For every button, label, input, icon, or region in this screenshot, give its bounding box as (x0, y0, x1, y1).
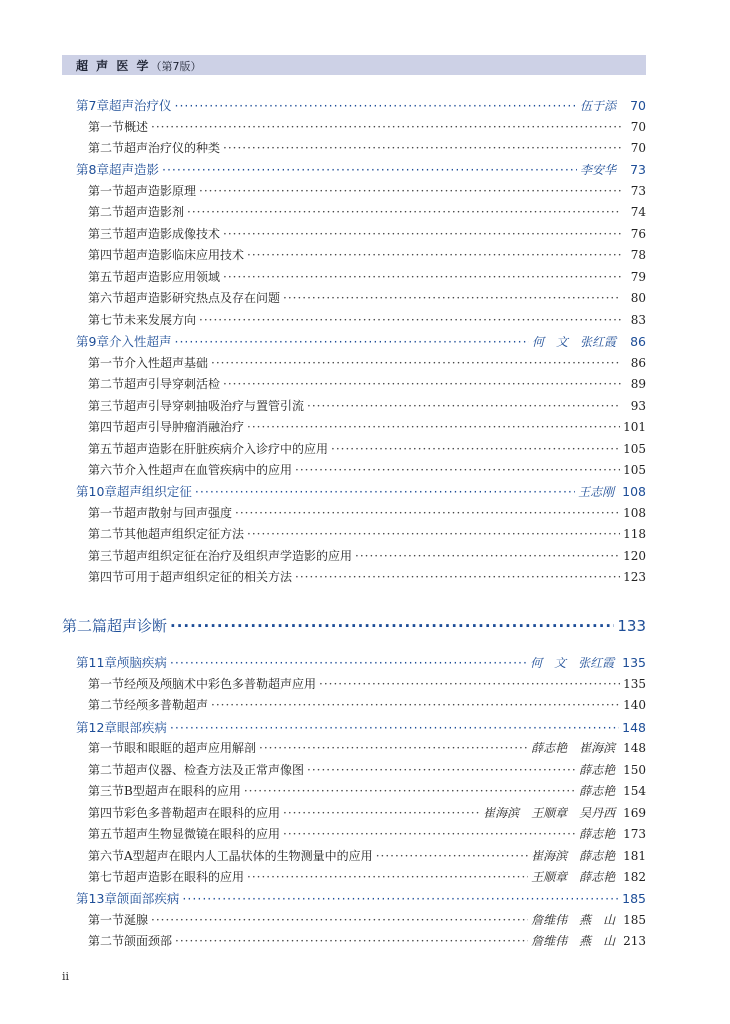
entry-page-number: 169 (623, 806, 646, 820)
dot-leader (187, 205, 621, 219)
entry-author: 薛志艳 (579, 827, 616, 841)
entry-author: 何 文 张红霞 (531, 335, 616, 349)
entry-number: 第七节 (88, 870, 125, 884)
entry-author: 薛志艳 (579, 784, 616, 798)
dot-leader (307, 763, 576, 777)
book-title: 超 声 医 学 (76, 59, 151, 73)
entry-number: 第四节 (88, 420, 125, 434)
book-edition: （第7版） (150, 60, 202, 73)
entry-page-number: 101 (623, 420, 646, 434)
entry-number: 第二篇 (62, 617, 108, 635)
entry-title: 超声引导肿瘤消融治疗 (124, 420, 245, 434)
entry-title: 介入性超声 (108, 334, 172, 349)
entry-number: 第四节 (88, 806, 125, 820)
chapter-entry[interactable] (76, 482, 646, 500)
page-number: ii (62, 970, 70, 983)
dot-leader (199, 313, 621, 327)
dot-leader (162, 162, 577, 177)
entry-page-number: 182 (623, 870, 646, 884)
entry-number: 第六节 (88, 849, 125, 863)
entry-page-number: 148 (622, 720, 646, 735)
entry-title: 超声造影应用领域 (124, 270, 221, 284)
entry-page-number: 118 (623, 527, 646, 541)
dot-leader (182, 891, 619, 906)
section-entry[interactable] (88, 825, 646, 842)
part-entry[interactable] (62, 615, 646, 636)
entry-page-number: 74 (630, 205, 646, 219)
section-entry[interactable] (88, 246, 646, 263)
entry-number: 第二节 (88, 763, 125, 777)
entry-page-number: 70 (630, 141, 646, 155)
entry-number: 第二节 (88, 527, 125, 541)
entry-page-number: 80 (630, 291, 646, 305)
entry-page-number: 86 (630, 334, 646, 349)
entry-title: 颌面颈部 (124, 934, 173, 948)
entry-title: 超声散射与回声强度 (124, 506, 233, 520)
section-entry[interactable] (88, 118, 646, 135)
entry-title: 眼部疾病 (116, 720, 167, 735)
section-entry[interactable] (88, 675, 646, 692)
section-entry[interactable] (88, 932, 646, 949)
section-entry[interactable] (88, 911, 646, 928)
dot-leader (199, 184, 621, 198)
entry-author: 王志刚 (578, 485, 615, 499)
entry-author: 詹维伟 燕 山 (531, 934, 616, 948)
section-entry[interactable] (88, 225, 646, 242)
dot-leader (175, 934, 528, 948)
entry-title: 颌面部疾病 (116, 891, 180, 906)
entry-title: 经颅及颅脑术中彩色多普勒超声应用 (124, 677, 317, 691)
section-entry[interactable] (88, 696, 646, 713)
dot-leader (151, 120, 621, 134)
section-entry[interactable] (88, 182, 646, 199)
entry-number: 第11章 (76, 655, 117, 670)
entry-number: 第三节 (88, 227, 125, 241)
dot-leader (244, 784, 576, 798)
entry-title: 超声造影研究热点及存在问题 (124, 291, 281, 305)
entry-number: 第三节 (88, 549, 125, 563)
entry-number: 第8章 (76, 162, 109, 177)
section-entry[interactable] (88, 525, 646, 542)
entry-title: 超声治疗仪的种类 (124, 141, 221, 155)
entry-page-number: 70 (630, 98, 646, 113)
entry-number: 第二节 (88, 698, 125, 712)
entry-number: 第二节 (88, 141, 125, 155)
section-entry[interactable] (88, 739, 646, 756)
chapter-entry[interactable] (76, 96, 646, 114)
entry-number: 第一节 (88, 741, 125, 755)
running-header (76, 57, 202, 74)
entry-number: 第六节 (88, 291, 125, 305)
entry-title: 超声造影成像技术 (124, 227, 221, 241)
section-entry[interactable] (88, 375, 646, 392)
entry-number: 第五节 (88, 442, 125, 456)
entry-number: 第四节 (88, 248, 125, 262)
section-entry[interactable] (88, 289, 646, 306)
dot-leader (247, 527, 620, 541)
section-entry[interactable] (88, 440, 646, 457)
dot-leader (223, 377, 621, 391)
dot-leader (355, 549, 620, 563)
section-entry[interactable] (88, 268, 646, 285)
entry-title: 超声诊断 (107, 617, 168, 635)
entry-author: 詹维伟 燕 山 (531, 913, 616, 927)
dot-leader (247, 248, 621, 262)
section-entry[interactable] (88, 847, 646, 864)
dot-leader (283, 806, 480, 820)
entry-page-number: 150 (623, 763, 646, 777)
entry-title: A型超声在眼内人工晶状体的生物测量中的应用 (124, 849, 373, 863)
entry-title: 可用于超声组织定征的相关方法 (124, 570, 293, 584)
section-entry[interactable] (88, 868, 646, 885)
section-entry[interactable] (88, 804, 646, 821)
entry-title: 概述 (124, 120, 149, 134)
entry-title: 超声造影剂 (124, 205, 185, 219)
entry-title: 其他超声组织定征方法 (124, 527, 245, 541)
entry-page-number: 78 (630, 248, 646, 262)
entry-title: 颅脑疾病 (116, 655, 167, 670)
entry-title: 超声引导穿刺活检 (124, 377, 221, 391)
entry-author: 崔海滨 王顺章 吴丹西 (483, 806, 616, 820)
dot-leader (307, 399, 621, 413)
entry-number: 第六节 (88, 463, 125, 477)
chapter-entry[interactable] (76, 889, 646, 907)
dot-leader (283, 291, 621, 305)
dot-leader (195, 484, 575, 499)
entry-number: 第10章 (76, 484, 117, 499)
section-entry[interactable] (88, 461, 646, 478)
entry-author: 崔海滨 薛志艳 (531, 849, 616, 863)
section-entry[interactable] (88, 568, 646, 585)
entry-author: 薛志艳 (579, 763, 616, 777)
entry-title: 超声造影临床应用技术 (124, 248, 245, 262)
entry-page-number: 148 (623, 741, 646, 755)
entry-title: 超声引导穿刺抽吸治疗与置管引流 (124, 399, 305, 413)
entry-page-number: 70 (630, 120, 646, 134)
entry-page-number: 93 (630, 399, 646, 413)
entry-title: 未来发展方向 (124, 313, 197, 327)
entry-page-number: 86 (630, 356, 646, 370)
entry-number: 第二节 (88, 377, 125, 391)
entry-number: 第12章 (76, 720, 117, 735)
entry-page-number: 108 (622, 484, 646, 499)
entry-number: 第五节 (88, 270, 125, 284)
entry-number: 第一节 (88, 506, 125, 520)
entry-title: 超声生物显微镜在眼科的应用 (124, 827, 281, 841)
entry-page-number: 76 (630, 227, 646, 241)
entry-number: 第9章 (76, 334, 109, 349)
entry-page-number: 173 (623, 827, 646, 841)
entry-page-number: 120 (623, 549, 646, 563)
dot-leader (223, 227, 621, 241)
entry-author: 王顺章 薛志艳 (531, 870, 616, 884)
entry-title: B型超声在眼科的应用 (124, 784, 241, 798)
entry-number: 第三节 (88, 784, 125, 798)
entry-title: 超声造影原理 (124, 184, 197, 198)
entry-title: 超声造影 (108, 162, 159, 177)
entry-number: 第一节 (88, 120, 125, 134)
entry-title: 超声组织定征 (116, 484, 192, 499)
entry-title: 超声造影在肝脏疾病介入诊疗中的应用 (124, 442, 329, 456)
entry-number: 第七节 (88, 313, 125, 327)
dot-leader (170, 655, 527, 670)
entry-page-number: 154 (623, 784, 646, 798)
dot-leader (283, 827, 576, 841)
dot-leader (174, 98, 577, 113)
section-entry[interactable] (88, 139, 646, 156)
section-entry[interactable] (88, 547, 646, 564)
entry-title: 眼和眼眶的超声应用解剖 (124, 741, 257, 755)
dot-leader (211, 698, 620, 712)
entry-page-number: 108 (623, 506, 646, 520)
dot-leader (174, 334, 529, 349)
entry-number: 第四节 (88, 570, 125, 584)
entry-title: 超声治疗仪 (108, 98, 172, 113)
section-entry[interactable] (88, 418, 646, 435)
entry-page-number: 105 (623, 463, 646, 477)
entry-number: 第一节 (88, 184, 125, 198)
chapter-entry[interactable] (76, 332, 646, 350)
dot-leader (170, 617, 614, 635)
entry-number: 第一节 (88, 677, 125, 691)
entry-title: 超声造影在眼科的应用 (124, 870, 245, 884)
entry-page-number: 213 (623, 934, 646, 948)
section-entry[interactable] (88, 504, 646, 521)
entry-page-number: 135 (623, 677, 646, 691)
dot-leader (247, 870, 528, 884)
chapter-entry[interactable] (76, 718, 646, 736)
entry-author: 李安华 (579, 163, 616, 177)
dot-leader (295, 570, 620, 584)
entry-page-number: 185 (623, 913, 646, 927)
dot-leader (319, 677, 620, 691)
dot-leader (295, 463, 620, 477)
entry-page-number: 123 (623, 570, 646, 584)
entry-page-number: 133 (617, 617, 646, 635)
dot-leader (247, 420, 620, 434)
section-entry[interactable] (88, 782, 646, 799)
entry-title: 介入性超声在血管疾病中的应用 (124, 463, 293, 477)
entry-title: 彩色多普勒超声在眼科的应用 (124, 806, 281, 820)
dot-leader (376, 849, 528, 863)
entry-number: 第7章 (76, 98, 109, 113)
entry-title: 涎腺 (124, 913, 149, 927)
entry-page-number: 140 (623, 698, 646, 712)
section-entry[interactable] (88, 354, 646, 371)
dot-leader (151, 913, 528, 927)
entry-number: 第五节 (88, 827, 125, 841)
dot-leader (223, 141, 621, 155)
section-entry[interactable] (88, 397, 646, 414)
entry-number: 第一节 (88, 913, 125, 927)
entry-number: 第三节 (88, 399, 125, 413)
entry-page-number: 105 (623, 442, 646, 456)
dot-leader (235, 506, 620, 520)
entry-page-number: 89 (630, 377, 646, 391)
entry-title: 超声仪器、检查方法及正常声像图 (124, 763, 305, 777)
section-entry[interactable] (88, 761, 646, 778)
dot-leader (259, 741, 528, 755)
entry-page-number: 181 (623, 849, 646, 863)
entry-author: 薛志艳 崔海滨 (531, 741, 616, 755)
entry-title: 介入性超声基础 (124, 356, 209, 370)
entry-number: 第一节 (88, 356, 125, 370)
entry-author: 何 文 张红霞 (530, 656, 615, 670)
entry-title: 超声组织定征在治疗及组织声学造影的应用 (124, 549, 353, 563)
dot-leader (223, 270, 621, 284)
dot-leader (211, 356, 621, 370)
entry-number: 第二节 (88, 934, 125, 948)
entry-number: 第二节 (88, 205, 125, 219)
entry-page-number: 73 (630, 162, 646, 177)
dot-leader (331, 442, 620, 456)
entry-page-number: 79 (630, 270, 646, 284)
entry-title: 经颅多普勒超声 (124, 698, 209, 712)
entry-page-number: 135 (622, 655, 646, 670)
entry-page-number: 73 (630, 184, 646, 198)
chapter-entry[interactable] (76, 160, 646, 178)
section-entry[interactable] (88, 203, 646, 220)
entry-page-number: 185 (622, 891, 646, 906)
entry-page-number: 83 (630, 313, 646, 327)
section-entry[interactable] (88, 311, 646, 328)
dot-leader (170, 720, 619, 735)
chapter-entry[interactable] (76, 653, 646, 671)
entry-number: 第13章 (76, 891, 117, 906)
entry-author: 伍于添 (579, 99, 616, 113)
